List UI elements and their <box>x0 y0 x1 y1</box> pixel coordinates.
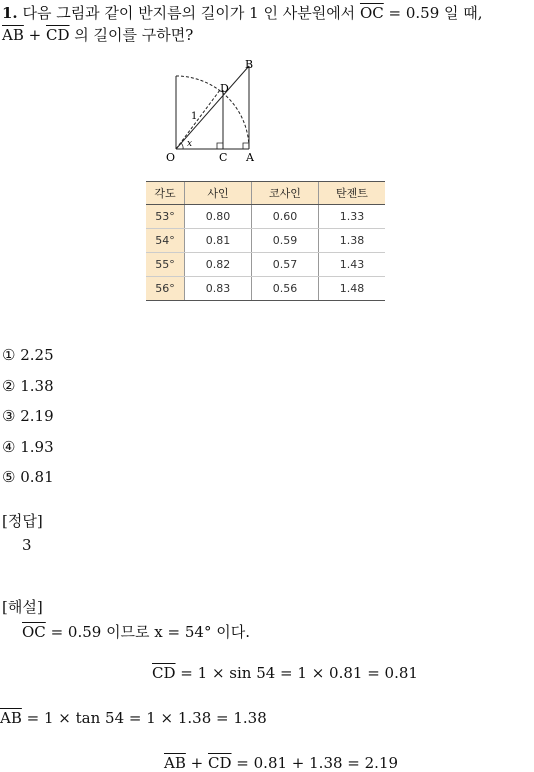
line-ob <box>176 66 249 149</box>
segment-oc: $\overline{OC}$ <box>359 4 384 22</box>
choice-value: 2.25 <box>20 346 54 364</box>
segment-ab: $\overline{AB}$ <box>2 26 24 44</box>
segment-cd: $\overline{CD}$ <box>208 754 232 772</box>
header-cosine: 코사인 <box>252 182 319 205</box>
cell: 55° <box>146 253 185 277</box>
label-x: x <box>187 139 193 149</box>
label-c: C <box>219 151 228 164</box>
right-angle-a <box>243 143 249 149</box>
explanation-label: [해설] <box>2 598 43 616</box>
choice-1[interactable] <box>2 346 54 364</box>
table-row <box>146 253 385 277</box>
explanation-text: = 0.59 이므로 x = 54° 이다. <box>50 623 250 641</box>
label-b: B <box>245 58 254 71</box>
explanation-line-4 <box>164 754 398 772</box>
cell: 56° <box>146 277 185 301</box>
header-sine: 사인 <box>185 182 252 205</box>
explanation-line-3 <box>0 709 267 727</box>
table-header-row <box>146 182 385 205</box>
header-angle: 각도 <box>146 182 185 205</box>
plus-sign: + <box>28 26 42 44</box>
answer-value: 3 <box>22 536 32 554</box>
cell: 0.82 <box>185 253 252 277</box>
choice-value: 1.38 <box>20 377 54 395</box>
question-text-3: 의 길이를 구하면? <box>74 26 194 44</box>
question-number: 1. <box>2 4 18 22</box>
segment-ab: $\overline{AB}$ <box>164 754 186 772</box>
explanation-text: = 0.81 + 1.38 = 2.19 <box>236 754 399 772</box>
label-o: O <box>166 151 176 164</box>
quarter-circle-figure <box>160 58 270 168</box>
choice-mark: ② <box>2 377 16 395</box>
label-d: D <box>220 82 229 95</box>
cell: 0.80 <box>185 205 252 229</box>
right-angle-c <box>217 143 223 149</box>
choice-mark: ① <box>2 346 16 364</box>
explanation-line-2 <box>152 664 418 682</box>
segment-cd: $\overline{CD}$ <box>46 26 70 44</box>
choice-mark: ④ <box>2 438 16 456</box>
explanation-line-1 <box>22 621 250 642</box>
cell: 53° <box>146 205 185 229</box>
cell: 1.43 <box>319 253 386 277</box>
cell: 0.83 <box>185 277 252 301</box>
table-row <box>146 229 385 253</box>
question-text-1: 다음 그림과 같이 반지름의 길이가 1 인 사분원에서 <box>22 4 356 22</box>
choice-2[interactable] <box>2 377 54 395</box>
choice-5[interactable] <box>2 468 54 486</box>
choice-value: 0.81 <box>20 468 54 486</box>
answer-label: [정답] <box>2 512 43 530</box>
cell: 0.60 <box>252 205 319 229</box>
plus-sign: + <box>190 754 204 772</box>
cell: 0.81 <box>185 229 252 253</box>
segment-oc: $\overline{OC}$ <box>22 623 46 641</box>
cell: 0.56 <box>252 277 319 301</box>
choice-mark: ⑤ <box>2 468 16 486</box>
segment-ab: $\overline{AB}$ <box>0 709 22 727</box>
cell: 1.48 <box>319 277 386 301</box>
choice-value: 1.93 <box>20 438 54 456</box>
question-line-2 <box>2 24 193 46</box>
cell: 0.59 <box>252 229 319 253</box>
label-a: A <box>246 151 254 164</box>
label-one: 1 <box>191 111 198 122</box>
question-text-2: = 0.59 일 때, <box>388 4 483 22</box>
angle-arc <box>181 143 183 149</box>
explanation-text: = 1 × sin 54 = 1 × 0.81 = 0.81 <box>180 664 418 682</box>
table-row <box>146 205 385 229</box>
question-line-1 <box>2 2 483 24</box>
choice-3[interactable] <box>2 407 54 425</box>
choice-4[interactable] <box>2 438 54 456</box>
cell: 0.57 <box>252 253 319 277</box>
choice-mark: ③ <box>2 407 16 425</box>
table-row <box>146 277 385 301</box>
trig-table <box>146 181 385 301</box>
header-tangent: 탄젠트 <box>319 182 386 205</box>
segment-cd: $\overline{CD}$ <box>152 664 176 682</box>
cell: 54° <box>146 229 185 253</box>
radius-od <box>176 90 220 149</box>
explanation-text: = 1 × tan 54 = 1 × 1.38 = 1.38 <box>26 709 267 727</box>
cell: 1.33 <box>319 205 386 229</box>
cell: 1.38 <box>319 229 386 253</box>
choice-value: 2.19 <box>20 407 54 425</box>
